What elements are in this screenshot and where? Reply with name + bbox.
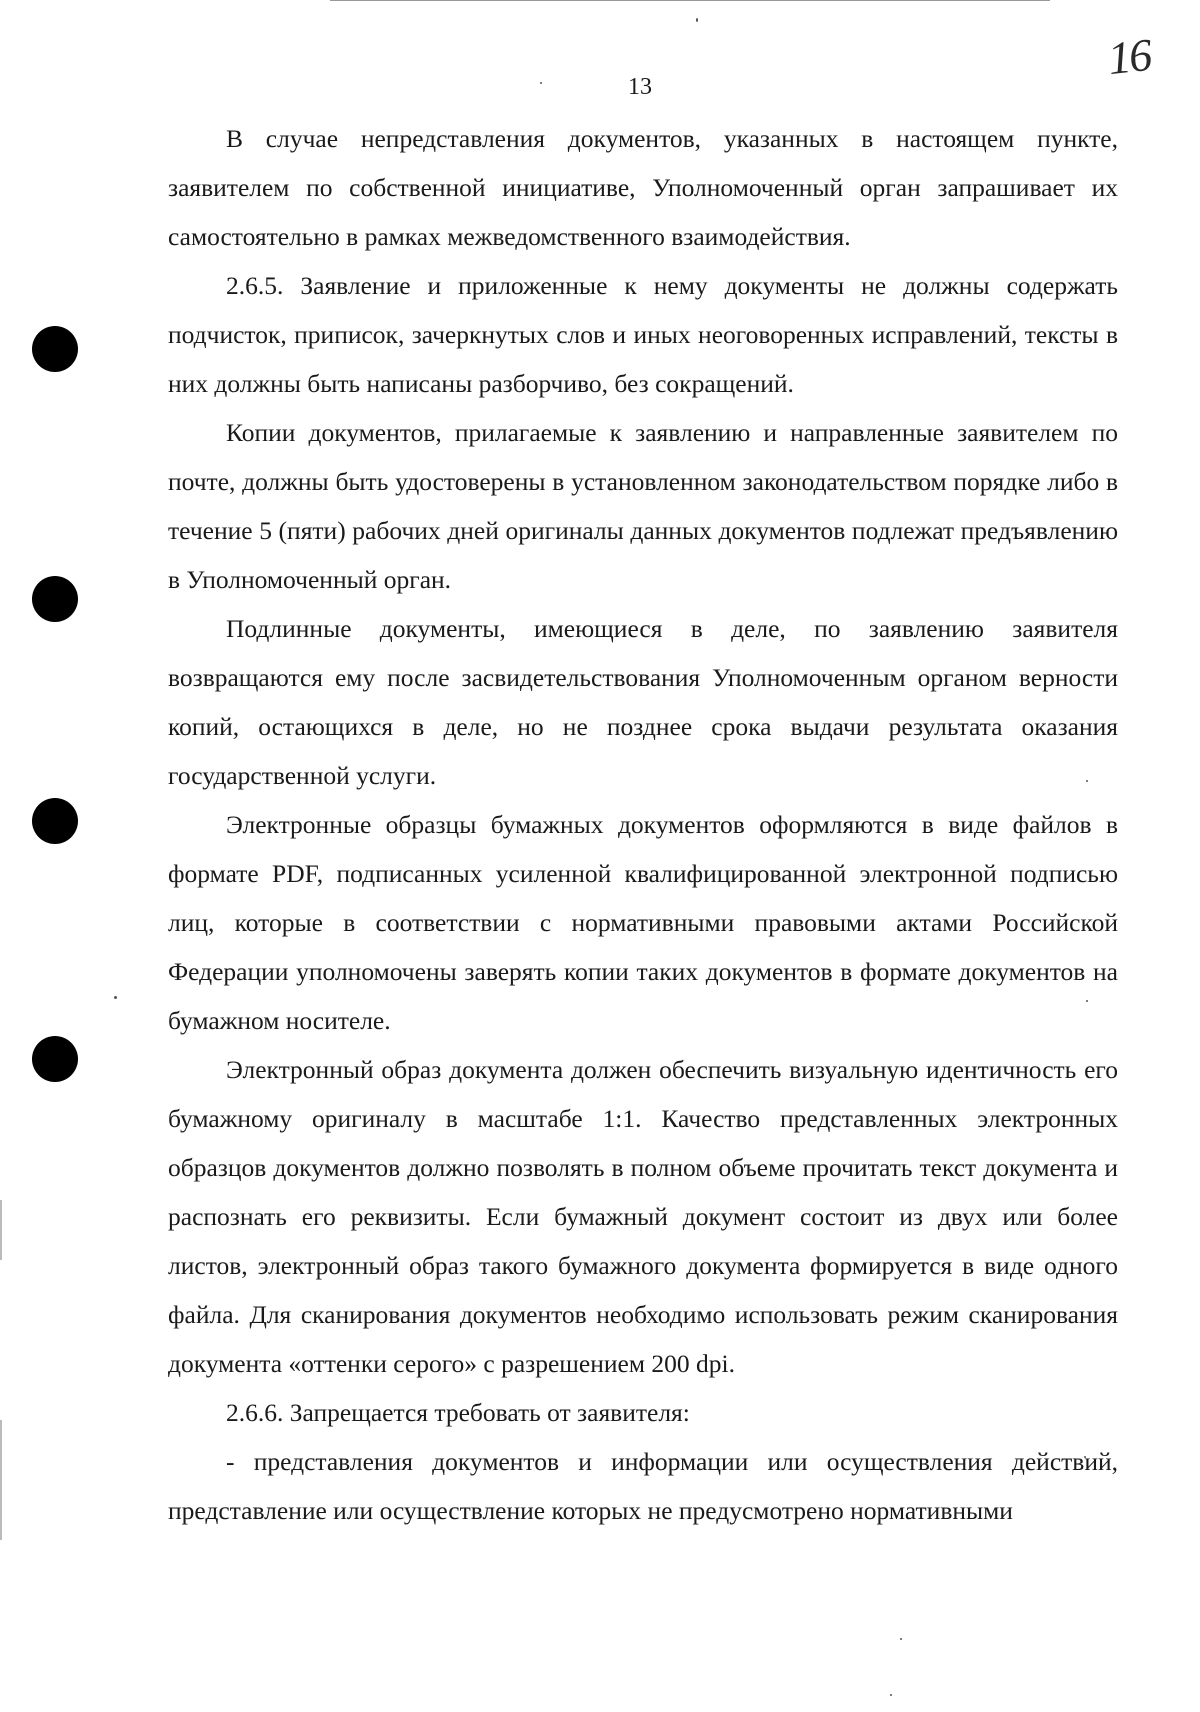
paragraph: Электронный образ документа должен обеспечить визуальную идентичность его бумажному оригиналу в масштабе 1:1. Качество представленных электронных образцов документов должно позволять в полном объеме прочитать текст документа и распознать его реквизиты. Если бумажный документ состоит из двух или более листов, электронный образ такого бумажного документа формируется в виде одного файла. Для сканирования документов необходимо использовать режим сканирования документа «оттенки серого» с разрешением 200 dpi. [168,1055,1118,1378]
paragraph: Электронные образцы бумажных документов оформляются в виде файлов в формате PDF, подписанных усиленной квалифицированной электронной подписью лиц, которые в соответствии с нормативными правовыми актами Российской Федерации уполномочены заверять копии таких документов в формате документов на бумажном носителе. [168,810,1118,1035]
scan-left-edge [0,1420,2,1540]
paragraph: - представления документов и информации или осуществления действий, представление или осуществление которых не предусмотрено нормативными [168,1447,1118,1525]
scan-speck [114,996,117,999]
paragraph: 2.6.6. Запрещается требовать от заявителя: [226,1398,690,1427]
scan-left-edge [0,1200,2,1260]
document-body [168,114,1118,1535]
punch-hole [32,576,78,622]
scan-speck [540,82,542,84]
punch-hole [32,326,78,372]
paragraph: Подлинные документы, имеющиеся в деле, по заявлению заявителя возвращаются ему после засвидетельствования Уполномоченным органом верности копий, остающихся в деле, но не позднее срока выдачи результата оказания государственной услуги. [168,614,1118,790]
scan-speck [696,18,698,22]
paragraph: В случае непредставления документов, указанных в настоящем пункте, заявителем по собственной инициативе, Уполномоченный орган запрашивает их самостоятельно в рамках межведомственного взаимодействия. [168,124,1118,251]
paragraph: 2.6.5. Заявление и приложенные к нему документы не должны содержать подчисток, приписок, зачеркнутых слов и иных неоговоренных исправлений, тексты в них должны быть написаны разборчиво, без сокращений. [168,271,1118,398]
scan-speck [890,1694,892,1696]
punch-hole [32,798,78,844]
paragraph: Копии документов, прилагаемые к заявлению и направленные заявителем по почте, должны быть удостоверены в установленном законодательством порядке либо в течение 5 (пяти) рабочих дней оригиналы данных документов подлежат предъявлению в Уполномоченный орган. [168,418,1118,594]
scan-speck [900,1638,902,1640]
punch-hole [32,1036,78,1082]
handwritten-sheet-number: 16 [1105,28,1153,85]
page-number: 13 [628,74,652,100]
scan-top-edge [330,0,1050,1]
